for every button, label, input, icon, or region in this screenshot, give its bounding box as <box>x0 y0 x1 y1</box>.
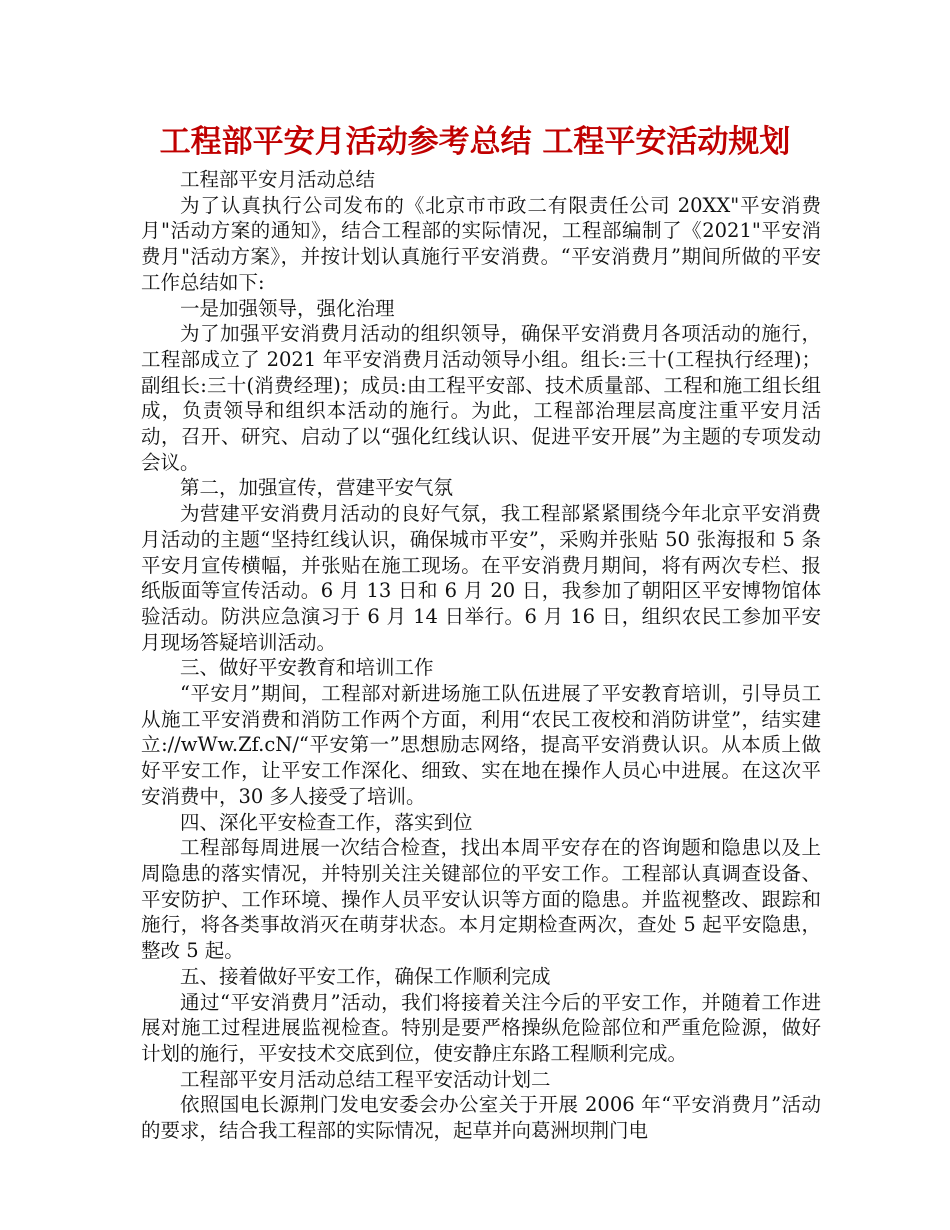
document-body <box>141 167 821 1144</box>
paragraph: 为了加强平安消费月活动的组织领导，确保平安消费月各项活动的施行，工程部成立了 2021 年平安消费月活动领导小组。组长:三十(工程执行经理)；副组长:三十(消费经理)；成员:由工程平安部、技术质量部、工程和施工组长组成，负责领导和组织本活动的施行。为此，工程部治理层高度注重平安月活动，召开、研究、启动了以“强化红线认识、促进平安开展”为主题的专项发动会议。 <box>141 322 821 474</box>
section-heading: 第二，加强宣传，营建平安气氛 <box>180 476 454 500</box>
section-heading: 工程部平安月活动总结 <box>180 168 376 191</box>
section-heading: 一是加强领导，强化治理 <box>180 296 395 320</box>
paragraph: 通过“平安消费月”活动，我们将接着关注今后的平安工作，并随着工作进展对施工过程进展监视检查。特别是要严格操纵危险部位和严重危险源，做好计划的施行，平安技术交底到位，使安静庄东路工程顺利完成。 <box>141 990 821 1065</box>
paragraph: 为营建平安消费月活动的良好气氛，我工程部紧紧围绕今年北京平安消费月活动的主题“坚持红线认识，确保城市平安”，采购并张贴 50 张海报和 5 条平安月宣传横幅，并张贴在施工现场。在平安消费月期间，将有两次专栏、报纸版面等宣传活动。6 月 13 日和 6 月 20 日，我参加了朝阳区平安博物馆体验活动。防洪应急演习于 6 月 14 日举行。6 月 16 日，组织农民工参加平安月现场答疑培训活动。 <box>141 502 821 654</box>
paragraph: 工程部每周进展一次结合检查，找出本周平安存在的咨询题和隐患以及上周隐患的落实情况，并特别关注关键部位的平安工作。工程部认真调查设备、平安防护、工作环境、操作人员平安认识等方面的隐患。并监视整改、跟踪和施行，将各类事故消灭在萌芽状态。本月定期检查两次，查处 5 起平安隐患，整改 5 起。 <box>141 836 821 963</box>
document-title: 工程部平安月活动参考总结 工程平安活动规划 <box>159 124 791 160</box>
section-heading: 三、做好平安教育和培训工作 <box>180 656 434 680</box>
section-heading: 五、接着做好平安工作，确保工作顺利完成 <box>180 964 551 988</box>
section-heading: 四、深化平安检查工作，落实到位 <box>180 810 473 834</box>
paragraph: 为了认真执行公司发布的《北京市市政二有限责任公司 20XX"平安消费月"活动方案的通知》，结合工程部的实际情况，工程部编制了《2021"平安消费月"活动方案》，并按计划认真施行平安消费。“平安消费月”期间所做的平安工作总结如下: <box>141 193 821 294</box>
paragraph: 依照国电长源荆门发电安委会办公室关于开展 2006 年“平安消费月”活动的要求，结合我工程部的实际情况，起草并向葛洲坝荆门电 <box>141 1093 821 1143</box>
paragraph: “平安月”期间，工程部对新进场施工队伍进展了平安教育培训，引导员工从施工平安消费和消防工作两个方面，利用“农民工夜校和消防讲堂”，结实建立://wWw.Zf.cN/“平安第一”思想励志网络，提高平安消费认识。从本质上做好平安工作，让平安工作深化、细致、实在地在操作人员心中进展。在这次平安消费中，30 多人接受了培训。 <box>141 682 821 808</box>
section-heading: 工程部平安月活动总结工程平安活动计划二 <box>180 1067 551 1091</box>
